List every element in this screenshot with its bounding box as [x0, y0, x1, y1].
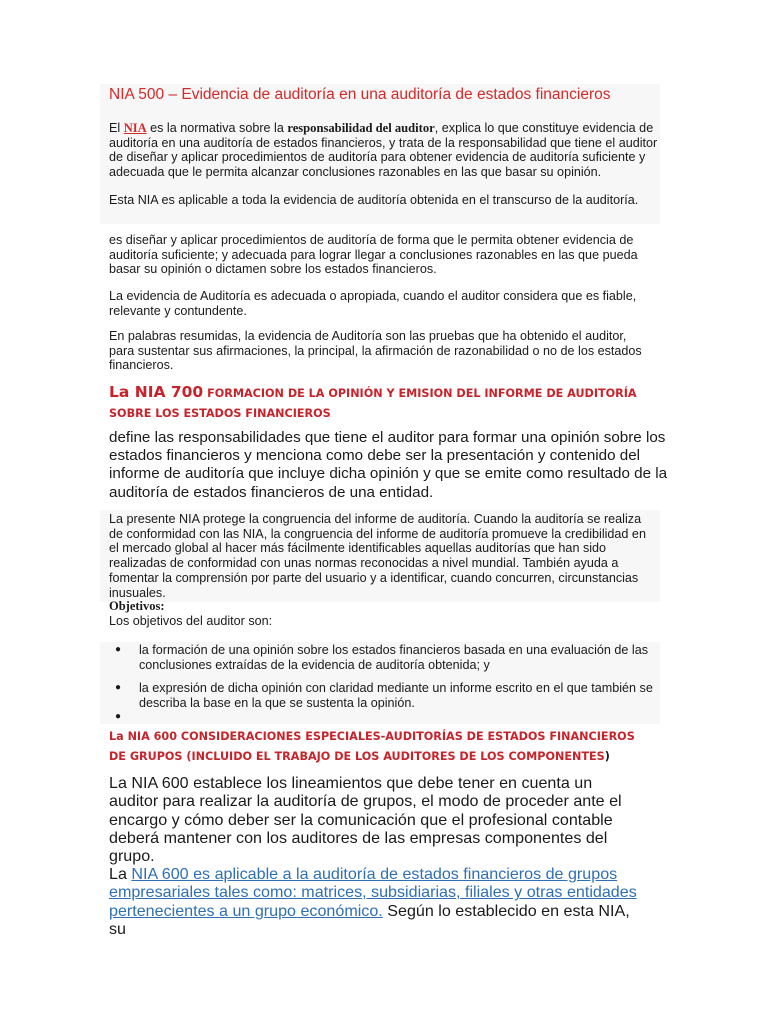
nia700-heading-rest: FORMACION DE LA OPINIÓN Y EMISION DEL INFORME DE AUDITORÍA SOBRE LOS ESTADOS FINANCIEROS [109, 387, 637, 420]
nia600-heading [109, 727, 649, 767]
list-item [109, 710, 669, 724]
bullet-text: la formación de una opinión sobre los estados financieros basada en una evaluación de las conclusiones extraídas de la evidencia de auditoría obtenida; y [139, 643, 648, 672]
objectives-intro: Los objetivos del auditor son: [109, 614, 273, 628]
nia600-paragraph-2 [109, 865, 639, 938]
nia500-paragraph-3: La evidencia de Auditoría es adecuada o apropiada, cuando el auditor considera que es fiable, relevante y contundente. [109, 289, 637, 318]
p2-prefix: La [109, 865, 132, 883]
intro-mid: es la normativa sobre la [146, 121, 288, 135]
nia500-paragraph-4: En palabras resumidas, la evidencia de Auditoría son las pruebas que ha obtenido el auditor, para sustentar sus afirmaciones, la principal, la afirmación de razonabilidad o no de los estados financieros. [109, 329, 642, 373]
list-item [109, 681, 669, 710]
intro-prefix: El [109, 121, 124, 135]
intro-bold: responsabilidad del auditor [287, 121, 435, 135]
bullet-icon: ● [115, 711, 122, 723]
nia600-heading-close: ) [604, 750, 610, 763]
nia500-scope-paragraph: Esta NIA es aplicable a toda la evidencia de auditoría obtenida en el transcurso de la auditoría. [109, 193, 639, 207]
bullet-icon: ● [115, 644, 122, 655]
nia700-paragraph-1: define las responsabilidades que tiene el auditor para formar una opinión sobre los estados financieros y menciona como debe ser la presentación y contenido del informe de auditoría que incluye dicha opinión y que se emite como resultado de la auditoría de estados financieros de una entidad. [109, 429, 668, 501]
p2-suffix: Según lo establecido en esta NIA, su [109, 901, 630, 938]
bullet-text: la expresión de dicha opinión con claridad mediante un informe escrito en el que también se describa la base en la que se sustenta la opinión. [139, 681, 653, 710]
objectives-list [109, 643, 669, 724]
objectives-label: Objetivos: [109, 599, 165, 613]
nia500-title: NIA 500 – Evidencia de auditoría en una auditoría de estados financieros [109, 86, 611, 103]
nia600-heading-text: La NIA 600 CONSIDERACIONES ESPECIALES-AUDITORÍAS DE ESTADOS FINANCIEROS DE GRUPOS (INCLUIDO EL TRABAJO DE LOS AUDITORES DE LOS COMPONENTES [109, 730, 635, 763]
nia500-paragraph-2: es diseñar y aplicar procedimientos de auditoría de forma que le permita obtener evidencia de auditoría suficiente; y adecuada para lograr llegar a conclusiones razonables en las que pueda basar su opinión o dictamen sobre los estados financieros. [109, 233, 638, 277]
nia600-paragraph-1: La NIA 600 establece los lineamientos que debe tener en cuenta un auditor para realizar la auditoría de grupos, el modo de proceder ante el encargo y cómo deber ser la comunicación que el profesional contable deberá mantener con los auditores de las empresas componentes del grupo. [109, 774, 622, 866]
list-item [109, 643, 669, 672]
nia-link[interactable]: NIA [123, 121, 147, 135]
bullet-icon: ● [115, 682, 122, 694]
nia500-intro-paragraph [109, 121, 664, 180]
nia600-applicability-link[interactable]: NIA 600 es aplicable a la auditoría de estados financieros de grupos empresariales tales como: matrices, subsidiarias, filiales y otras entidades pertenecientes a un grupo económico. [109, 865, 637, 920]
nia700-heading [109, 382, 669, 424]
nia700-paragraph-2: La presente NIA protege la congruencia del informe de auditoría. Cuando la auditoría se realiza de conformidad con las NIA, la congruencia del informe de auditoría promueve la credibilidad en el mercado global al hacer más fácilmente identificables aquellas auditorías que han sido realizadas de conformidad con unas normas reconocidas a nivel mundial. También ayuda a fomentar la comprensión por parte del usuario y a identificar, cuando concurren, circunstancias inusuales. [109, 512, 646, 600]
intro-rest: , explica lo que constituye evidencia de auditoría en una auditoría de estados financieros, y trata de la responsabilidad que tiene el auditor de diseñar y aplicar procedimientos de auditoría para obtener evidencia de auditoría suficiente y adecuada que le permita alcanzar conclusiones razonables en las que basar su opinión. [109, 121, 658, 180]
nia700-heading-prefix: La NIA 700 [109, 383, 204, 401]
